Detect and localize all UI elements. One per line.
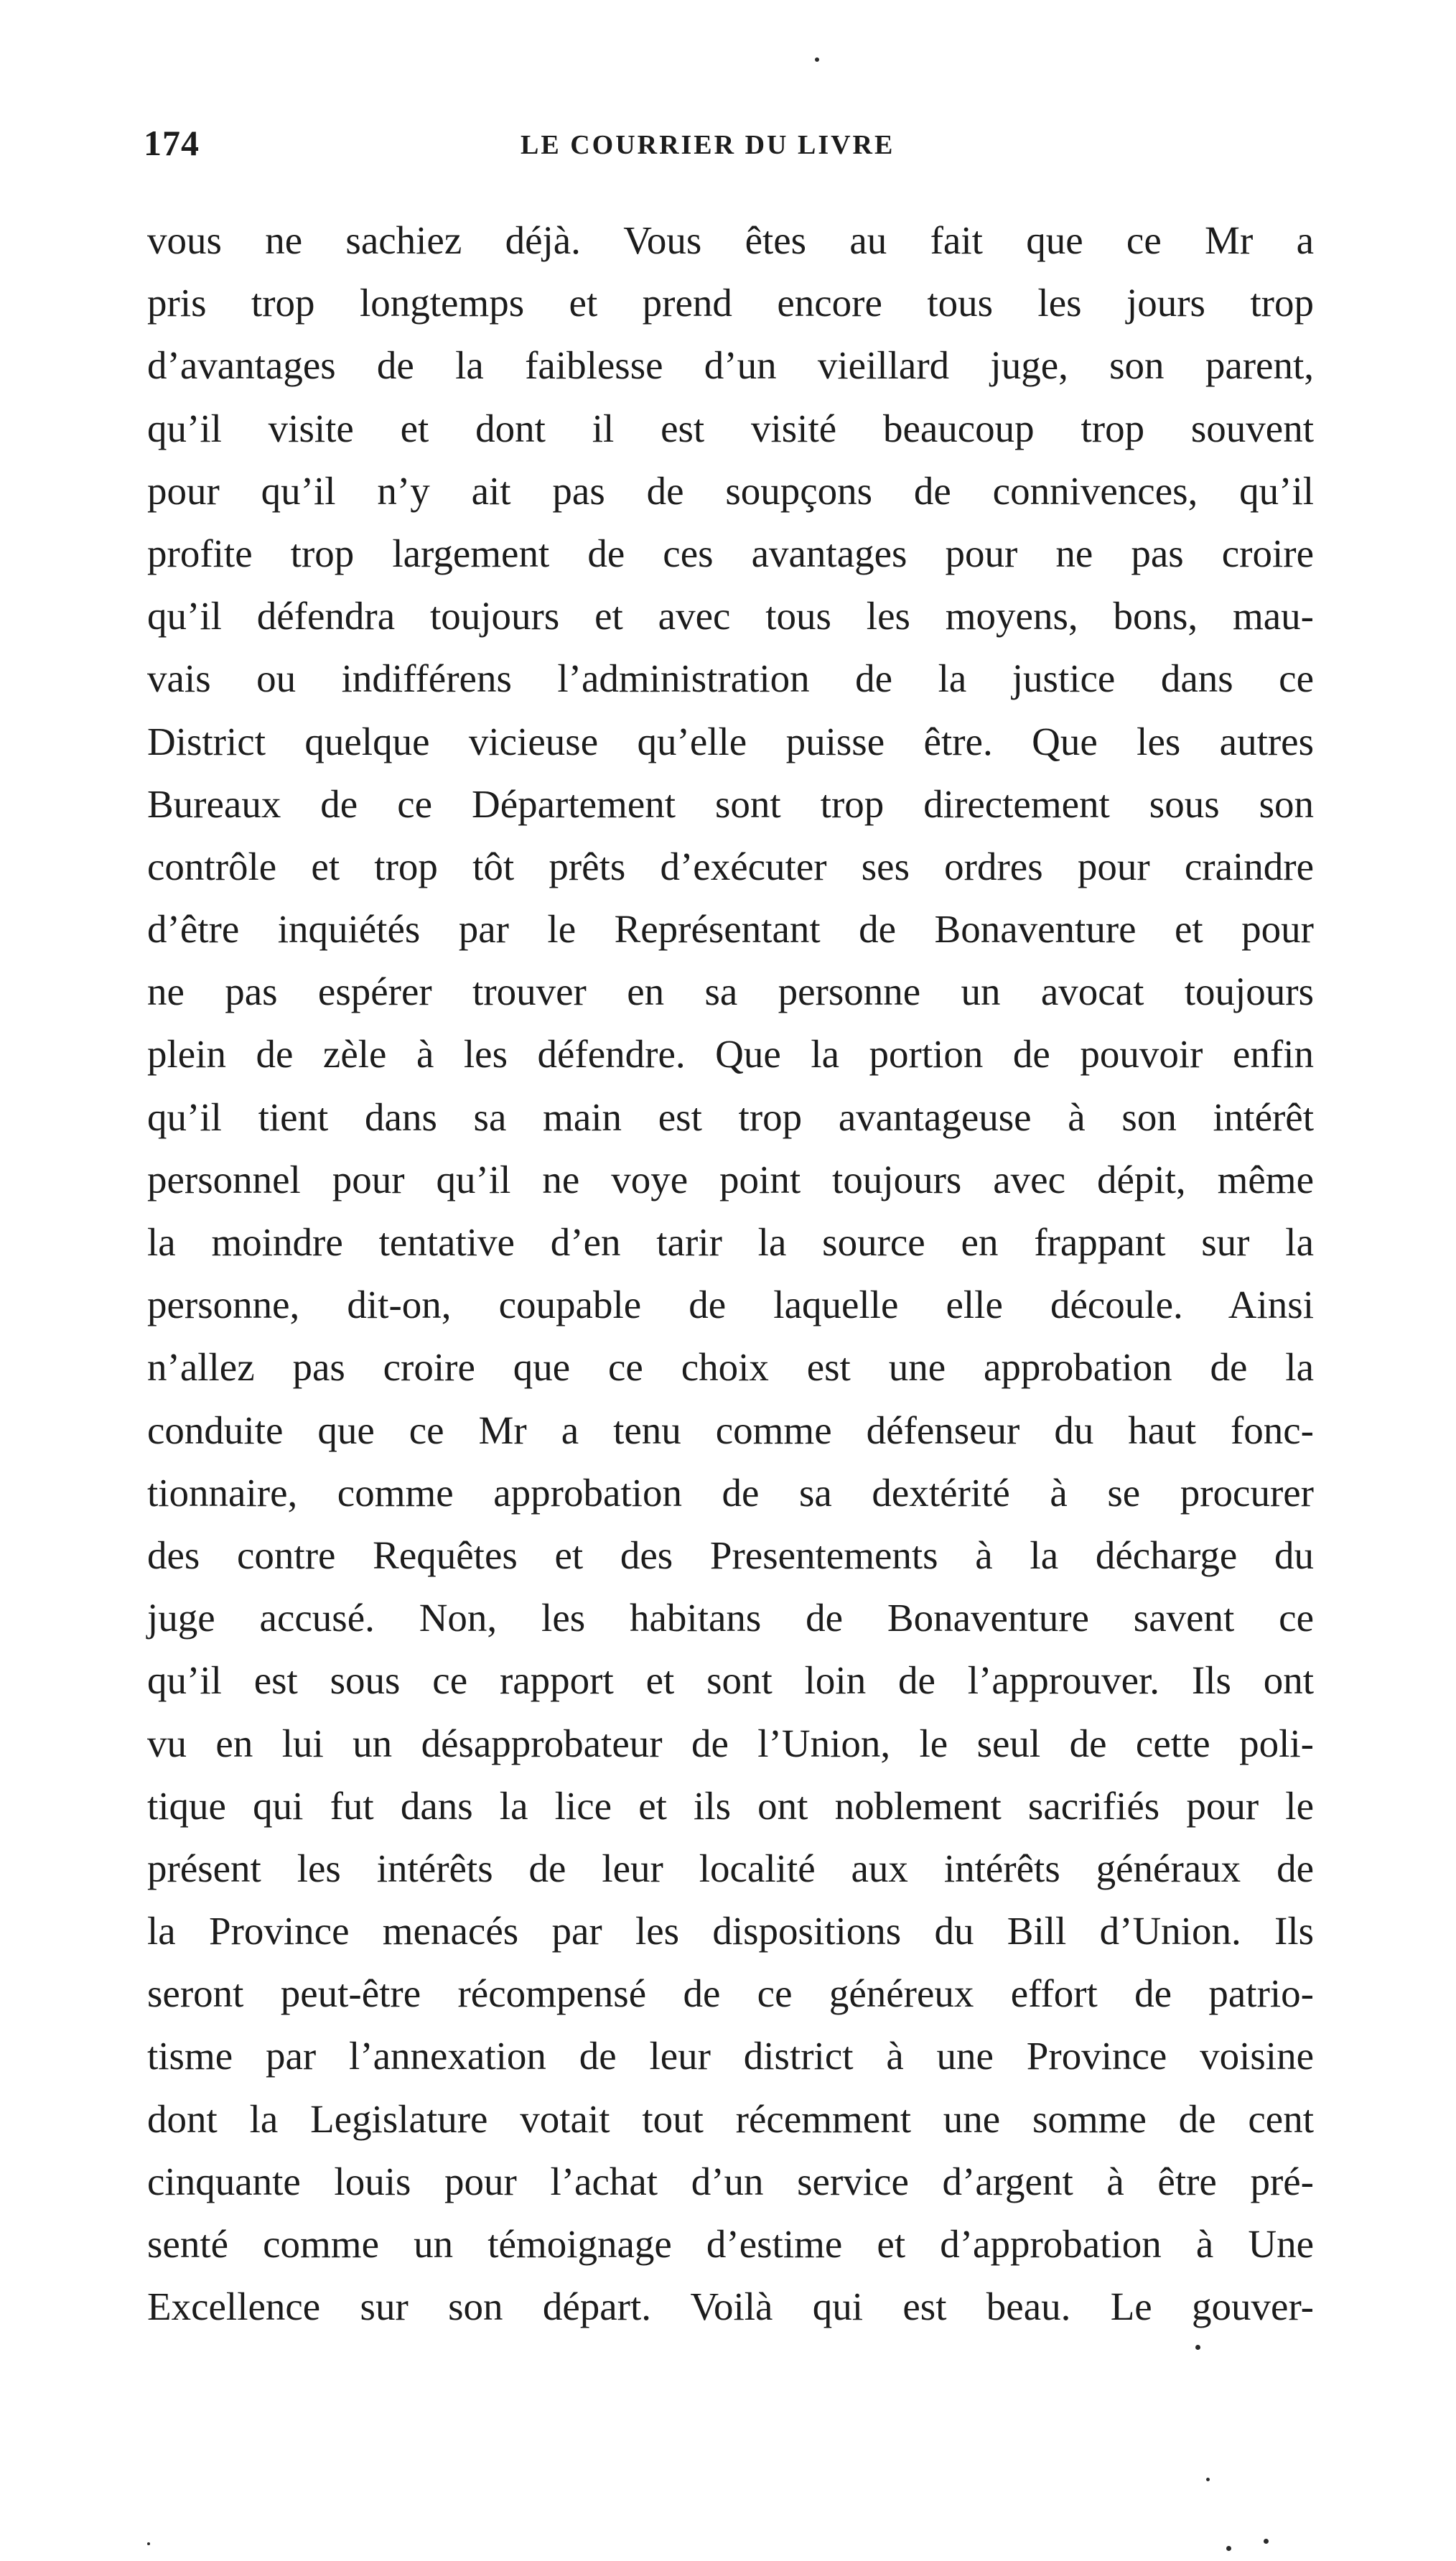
running-head: LE COURRIER DU LIVRE [521, 130, 895, 160]
scan-speck [1226, 2546, 1231, 2551]
text-line-28: la Province menacés par les dispositions du Bill d’Union. Ils [147, 1909, 1314, 1953]
text-line-14: plein de zèle à les défendre. Que la portion de pouvoir enfin [147, 1032, 1314, 1077]
text-line-7: qu’il défendra toujours et avec tous les moyens, bons, mau- [147, 594, 1314, 638]
body-text [147, 209, 1314, 2338]
text-line-31: dont la Legislature votait tout récemment une somme de cent [147, 2096, 1314, 2141]
text-line-27: présent les intérêts de leur localité aux intérêts généraux de [147, 1846, 1314, 1890]
text-line-29: seront peut-être récompensé de ce généreux effort de patrio- [147, 1971, 1314, 2016]
text-line-15: qu’il tient dans sa main est trop avantageuse à son intérêt [147, 1094, 1314, 1139]
text-line-33: senté comme un témoignage d’estime et d’approbation à Une [147, 2222, 1314, 2266]
text-line-16: personnel pour qu’il ne voye point toujours avec dépit, même [147, 1157, 1314, 1202]
scan-speck [815, 57, 819, 62]
text-line-2: pris trop longtemps et prend encore tous les jours trop [147, 281, 1314, 325]
scan-speck [1195, 2345, 1200, 2350]
text-line-8: vais ou indifférens l’administration de la justice dans ce [147, 656, 1314, 701]
text-line-21: tionnaire, comme approbation de sa dextérité à se procurer [147, 1470, 1314, 1515]
text-line-17: la moindre tentative d’en tarir la source en frappant sur la [147, 1220, 1314, 1264]
text-line-26: tique qui fut dans la lice et ils ont noblement sacrifiés pour le [147, 1783, 1314, 1828]
scan-speck [1206, 2478, 1210, 2481]
page-number: 174 [144, 123, 200, 163]
text-line-18: personne, dit-on, coupable de laquelle elle découle. Ainsi [147, 1283, 1314, 1327]
text-line-25: vu en lui un désapprobateur de l’Union, le seul de cette poli- [147, 1721, 1314, 1765]
text-line-20: conduite que ce Mr a tenu comme défenseur du haut fonc- [147, 1408, 1314, 1452]
text-line-32: cinquante louis pour l’achat d’un service d’argent à être pré- [147, 2159, 1314, 2203]
text-line-23: juge accusé. Non, les habitans de Bonaventure savent ce [147, 1596, 1314, 1640]
text-line-10: Bureaux de ce Département sont trop directement sous son [147, 781, 1314, 826]
text-line-6: profite trop largement de ces avantages pour ne pas croire [147, 531, 1314, 575]
text-line-1: vous ne sachiez déjà. Vous êtes au fait que ce Mr a [147, 218, 1314, 262]
text-line-34: Excellence sur son départ. Voilà qui est beau. Le gouver- [147, 2285, 1314, 2329]
text-line-12: d’être inquiétés par le Représentant de Bonaventure et pour [147, 907, 1314, 952]
text-line-24: qu’il est sous ce rapport et sont loin de l’approuver. Ils ont [147, 1658, 1314, 1703]
scan-speck [1264, 2539, 1269, 2544]
text-line-5: pour qu’il n’y ait pas de soupçons de connivences, qu’il [147, 468, 1314, 513]
text-line-13: ne pas espérer trouver en sa personne un avocat toujours [147, 970, 1314, 1014]
text-line-9: District quelque vicieuse qu’elle puisse être. Que les autres [147, 719, 1314, 763]
text-line-22: des contre Requêtes et des Presentements à la décharge du [147, 1533, 1314, 1577]
scan-speck [147, 2542, 150, 2545]
text-line-19: n’allez pas croire que ce choix est une approbation de la [147, 1345, 1314, 1390]
text-line-4: qu’il visite et dont il est visité beaucoup trop souvent [147, 406, 1314, 450]
text-line-30: tisme par l’annexation de leur district à une Province voisine [147, 2034, 1314, 2078]
text-line-11: contrôle et trop tôt prêts d’exécuter ses ordres pour craindre [147, 844, 1314, 888]
text-line-3: d’avantages de la faiblesse d’un vieillard juge, son parent, [147, 343, 1314, 388]
